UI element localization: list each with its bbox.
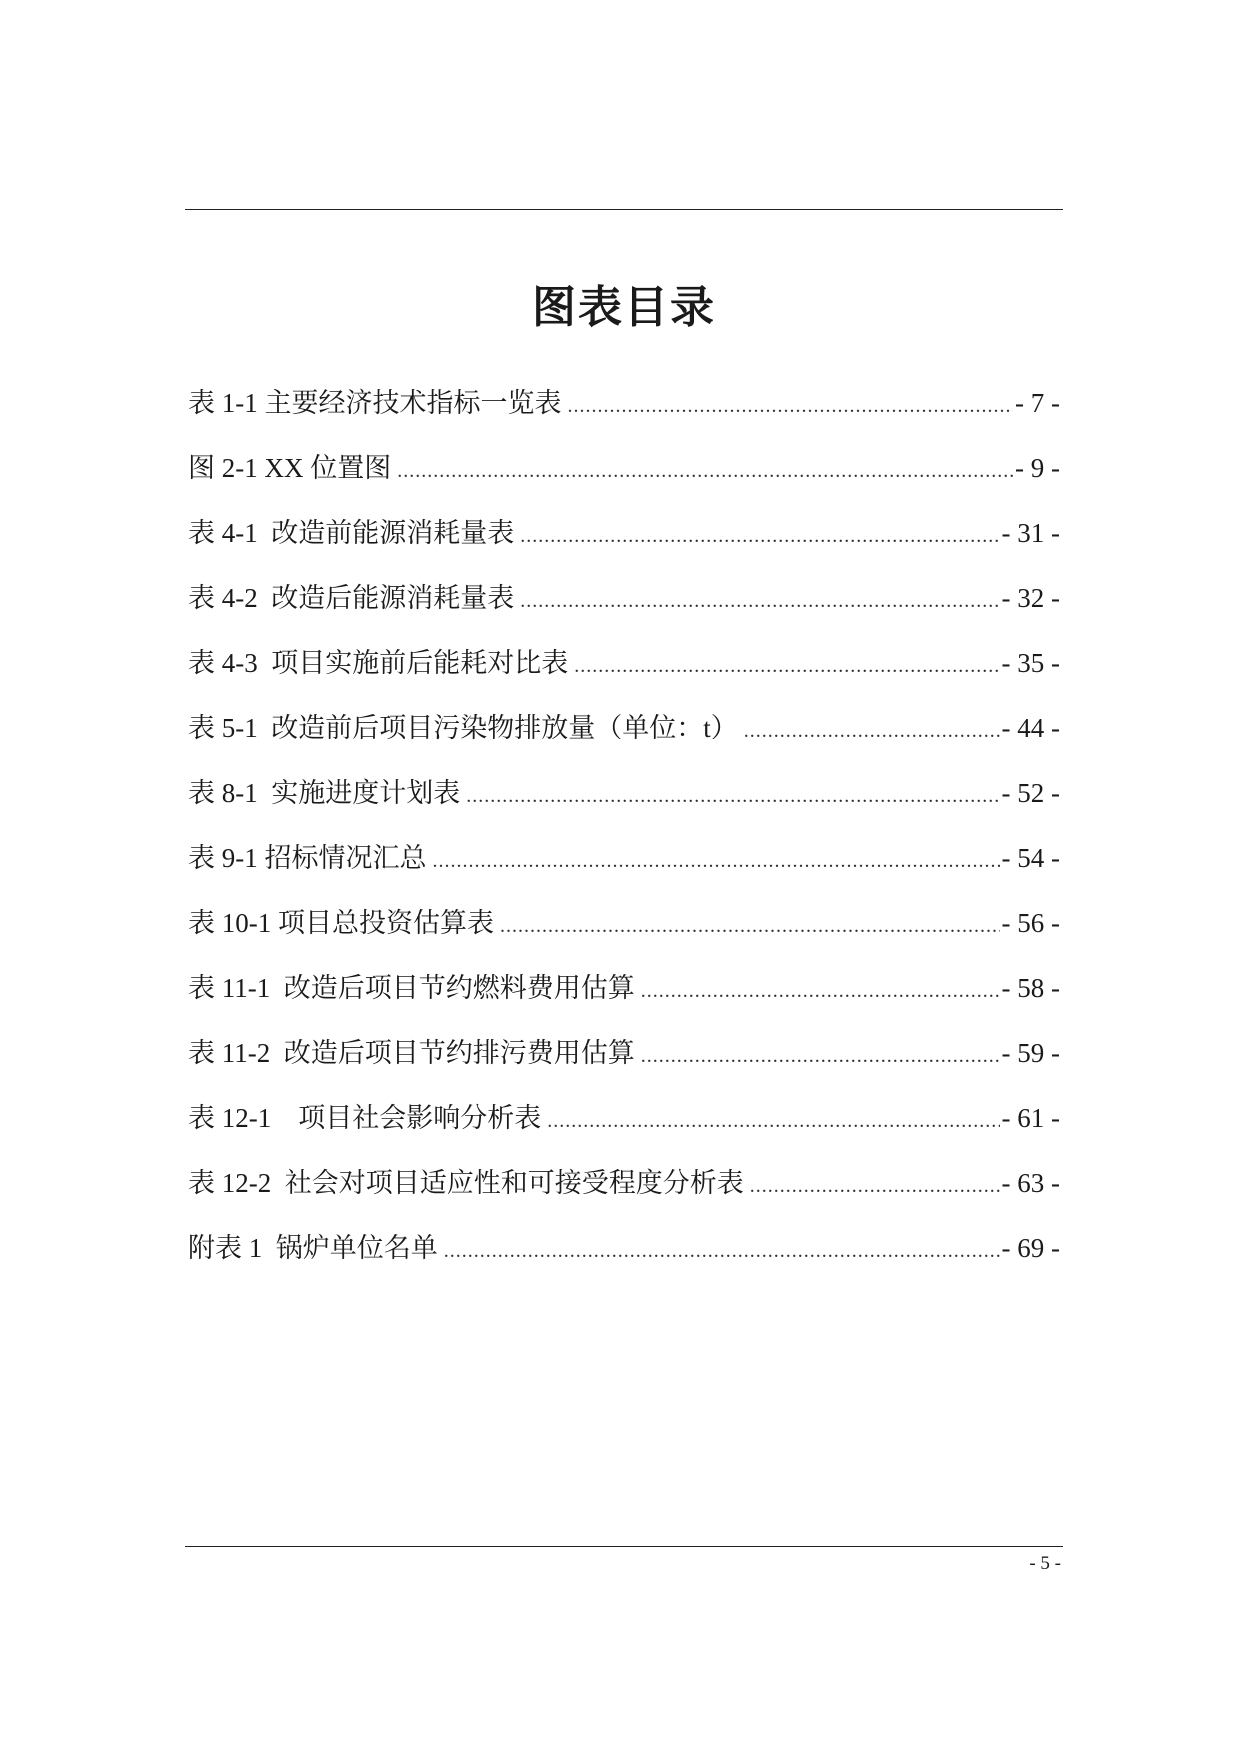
dot-leader: [397, 453, 1013, 489]
dot-leader: [520, 583, 999, 619]
toc-entry-label: 表 10-1 项目总投资估算表: [188, 908, 494, 938]
toc-entry-label: 表 12-1 项目社会影响分析表: [188, 1103, 542, 1133]
toc-entry-page: - 59 -: [1001, 1038, 1060, 1068]
toc-entry-label: 表 11-2 改造后项目节约排污费用估算: [188, 1038, 635, 1068]
toc-entry-label: 表 1-1 主要经济技术指标一览表: [188, 388, 562, 418]
dot-leader: [574, 648, 999, 684]
toc-entry-page: - 56 -: [1001, 908, 1060, 938]
footer-page-number: - 5 -: [1029, 1553, 1061, 1574]
toc-entry-page: - 52 -: [1001, 778, 1060, 808]
toc-entry-label: 表 4-3 项目实施前后能耗对比表: [188, 648, 569, 678]
toc-entry-label: 表 9-1 招标情况汇总: [188, 843, 427, 873]
toc-entry[interactable]: [188, 905, 1060, 970]
dot-leader: [433, 843, 1000, 879]
toc-entry[interactable]: [188, 1100, 1060, 1165]
toc-entry-page: - 31 -: [1001, 518, 1060, 548]
toc-entry[interactable]: [188, 450, 1060, 515]
toc-entry-page: - 63 -: [1001, 1168, 1060, 1198]
toc-entry-label: 表 4-1 改造前能源消耗量表: [188, 518, 515, 548]
table-of-figures-list: [188, 385, 1060, 1295]
toc-entry[interactable]: [188, 515, 1060, 580]
toc-entry-page: - 9 -: [1015, 453, 1060, 483]
footer-rule: [185, 1546, 1063, 1547]
toc-entry[interactable]: [188, 970, 1060, 1035]
header-rule: [185, 209, 1063, 210]
toc-entry-page: - 58 -: [1001, 973, 1060, 1003]
dot-leader: [744, 713, 1000, 749]
toc-entry-label: 表 5-1 改造前后项目污染物排放量（单位：t）: [188, 713, 738, 743]
toc-entry[interactable]: [188, 1230, 1060, 1295]
toc-entry-label: 表 11-1 改造后项目节约燃料费用估算: [188, 973, 635, 1003]
dot-leader: [520, 518, 999, 554]
toc-entry[interactable]: [188, 1035, 1060, 1100]
toc-entry-page: - 7 -: [1015, 388, 1060, 418]
toc-entry[interactable]: [188, 385, 1060, 450]
toc-entry[interactable]: [188, 710, 1060, 775]
dot-leader: [641, 1038, 1000, 1074]
dot-leader: [444, 1233, 1000, 1269]
toc-entry-label: 表 4-2 改造后能源消耗量表: [188, 583, 515, 613]
toc-entry-page: - 32 -: [1001, 583, 1060, 613]
toc-entry-page: - 44 -: [1001, 713, 1060, 743]
dot-leader: [641, 973, 1000, 1009]
toc-entry-page: - 61 -: [1001, 1103, 1060, 1133]
toc-entry[interactable]: [188, 645, 1060, 710]
toc-entry[interactable]: [188, 775, 1060, 840]
toc-entry[interactable]: [188, 1165, 1060, 1230]
toc-entry-label: 附表 1 锅炉单位名单: [188, 1233, 438, 1263]
toc-entry-label: 表 12-2 社会对项目适应性和可接受程度分析表: [188, 1168, 744, 1198]
toc-entry-page: - 35 -: [1001, 648, 1060, 678]
toc-entry-page: - 69 -: [1001, 1233, 1060, 1263]
toc-entry-label: 图 2-1 XX 位置图: [188, 453, 392, 483]
toc-entry[interactable]: [188, 840, 1060, 905]
dot-leader: [500, 908, 1000, 944]
dot-leader: [750, 1168, 1000, 1204]
dot-leader: [568, 388, 1014, 424]
toc-entry-page: - 54 -: [1001, 843, 1060, 873]
toc-entry[interactable]: [188, 580, 1060, 645]
dot-leader: [466, 778, 999, 814]
toc-entry-label: 表 8-1 实施进度计划表: [188, 778, 461, 808]
dot-leader: [547, 1103, 999, 1139]
page-title: 图表目录: [532, 282, 716, 333]
